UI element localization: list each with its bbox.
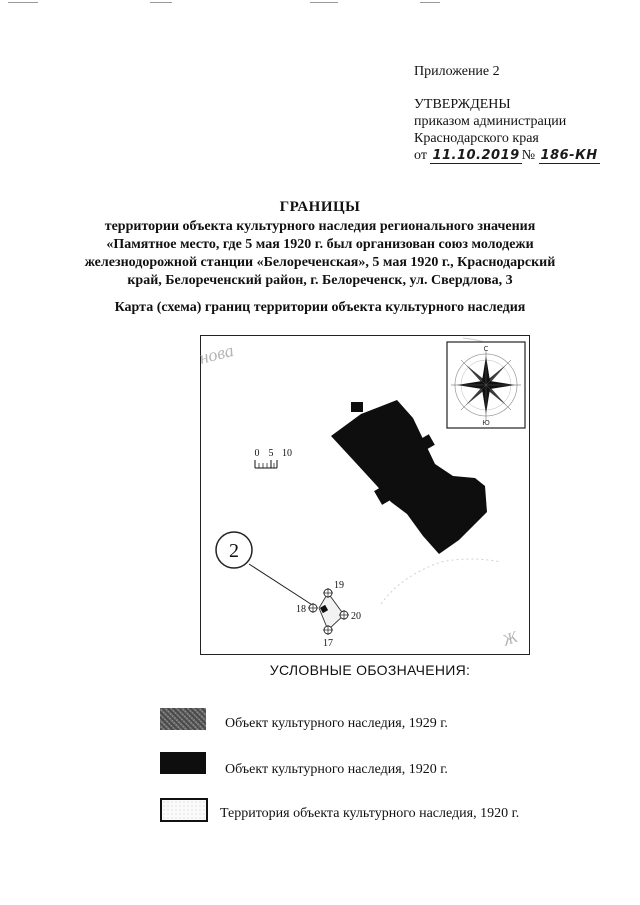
approved-by-order: приказом администрации [414, 114, 567, 129]
legend-label-heritage-1920: Объект культурного наследия, 1920 г. [225, 762, 448, 777]
map-corner-fragment: Ж [500, 628, 521, 650]
boundary-point-19 [323, 580, 344, 598]
title-line-3: железнодорожной станции «Белореченская», 5 мая 1920 г., Краснодарский [84, 255, 556, 270]
order-number: 186-КН [540, 148, 598, 163]
boundary-point-18 [296, 603, 318, 615]
appendix-label: Приложение 2 [414, 64, 500, 79]
legend-swatch-heritage-1920 [160, 752, 206, 774]
callout-number: 2 [229, 540, 239, 562]
title-line-2: «Памятное место, где 5 мая 1920 г. был организован союз молодежи [106, 237, 534, 252]
legend-swatch-heritage-1929 [160, 708, 206, 730]
title-line-4: край, Белореченский район, г. Белореченск, ул. Свердлова, 3 [127, 273, 513, 288]
number-sign: № [521, 148, 536, 163]
compass-north-label: С [483, 345, 489, 353]
point-20-label: 20 [351, 611, 361, 622]
legend-label-heritage-1929: Объект культурного наследия, 1929 г. [225, 716, 448, 731]
point-19-label: 19 [334, 580, 344, 591]
point-18-label: 18 [296, 604, 306, 615]
approved-region: Краснодарского края [414, 131, 539, 146]
scale-label-10: 10 [282, 448, 292, 459]
street-name-fragment: нова [197, 340, 236, 368]
title-line-1: территории объекта культурного наследия регионального значения [104, 219, 536, 234]
order-date: 11.10.2019 [432, 148, 520, 163]
legend-label-territory-1920: Территория объекта культурного наследия, 1920 г. [220, 806, 520, 821]
scale-bar [255, 448, 293, 468]
document-title: ГРАНИЦЫ [279, 199, 361, 215]
boundary-map [197, 335, 530, 655]
compass-south-label: Ю [482, 419, 490, 427]
boundary-point-17 [323, 625, 333, 649]
map-caption: Карта (схема) границ территории объекта культурного наследия [114, 300, 526, 315]
point-17-label: 17 [323, 638, 333, 649]
callout-2 [216, 532, 317, 608]
legend-title: УСЛОВНЫЕ ОБОЗНАЧЕНИЯ: [269, 662, 471, 678]
territory-boundary [296, 580, 361, 649]
legend-swatch-territory-1920 [160, 798, 208, 822]
boundary-point-20 [339, 610, 361, 622]
scale-label-0: 0 [254, 448, 260, 459]
date-prefix: от [414, 148, 427, 163]
compass-rose [447, 342, 525, 428]
scale-label-5: 5 [268, 448, 274, 459]
approved-label: УТВЕРЖДЕНЫ [414, 97, 511, 112]
order-date-line [414, 147, 600, 164]
